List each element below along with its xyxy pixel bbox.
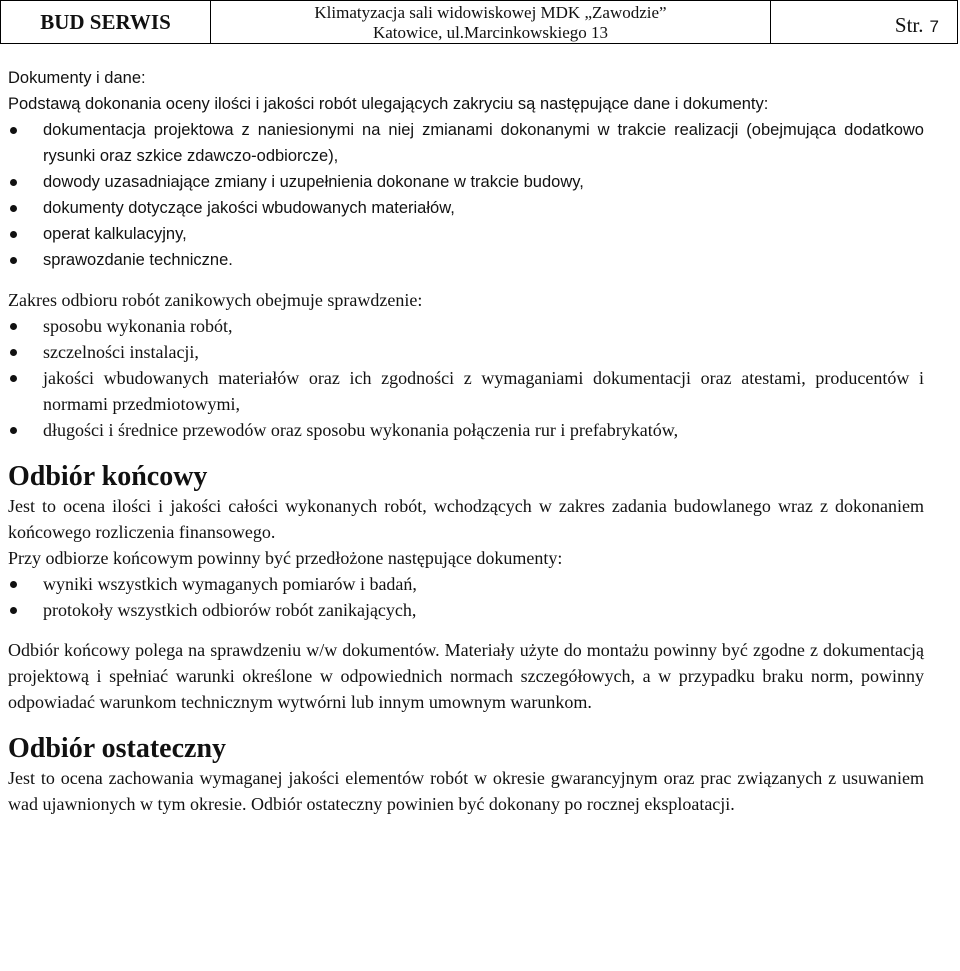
final-acceptance-para2: Przy odbiorze końcowym powinny być przedłożone następujące dokumenty: [8, 548, 563, 568]
final-acceptance-para1: Jest to ocena ilości i jakości całości wykonanych robót, wchodzących w zakres zadania budowlanego wraz z dokonaniem końcowego rozliczenia finansowego. [8, 496, 924, 542]
final-acceptance-list-item: wyniki wszystkich wymaganych pomiarów i badań, [8, 571, 924, 597]
page-indicator [771, 1, 957, 43]
scope-list-item: jakości wbudowanych materiałów oraz ich zgodności z wymaganiami dokumentacji oraz atestami, producentów i normami przedmiotowymi, [8, 365, 924, 417]
docs-list-item: dokumentacja projektowa z naniesionymi na niej zmianami dokonanymi w trakcie realizacji (obejmująca dodatkowo rysunki oraz szkice zdawczo-odbiorcze), [8, 117, 924, 169]
scope-list-item: długości i średnice przewodów oraz sposobu wykonania połączenia rur i prefabrykatów, [8, 417, 924, 443]
final-acceptance-list [8, 571, 924, 623]
docs-intro: Podstawą dokonania oceny ilości i jakości robót ulegających zakryciu są następujące dane i dokumenty: [8, 95, 769, 113]
project-title-line1: Klimatyzacja sali widowiskowej MDK „Zawodzie” [314, 3, 667, 22]
scope-list-item: szczelności instalacji, [8, 339, 924, 365]
scope-heading: Zakres odbioru robót zanikowych obejmuje sprawdzenie: [8, 290, 423, 310]
page-header [0, 0, 958, 44]
docs-list-item: sprawozdanie techniczne. [8, 247, 924, 273]
docs-list-item: dokumenty dotyczące jakości wbudowanych materiałów, [8, 195, 924, 221]
company-name: BUD SERWIS [1, 1, 211, 43]
page-number: 7 [929, 17, 939, 36]
docs-list-item: dowody uzasadniające zmiany i uzupełnienia dokonane w trakcie budowy, [8, 169, 924, 195]
project-title [211, 1, 771, 43]
scope-list [8, 313, 924, 443]
project-title-line2: Katowice, ul.Marcinkowskiego 13 [372, 23, 609, 42]
final-acceptance-list-item: protokoły wszystkich odbiorów robót zanikających, [8, 597, 924, 623]
ultimate-acceptance-heading: Odbiór ostateczny [8, 733, 227, 764]
final-acceptance-heading: Odbiór końcowy [8, 461, 208, 492]
docs-list [8, 117, 924, 273]
document-body [8, 65, 924, 817]
docs-heading: Dokumenty i dane: [8, 69, 146, 87]
scope-list-item: sposobu wykonania robót, [8, 313, 924, 339]
final-acceptance-para3: Odbiór końcowy polega na sprawdzeniu w/w dokumentów. Materiały użyte do montażu powinny być zgodne z dokumentacją projektową i spełniać warunki określone w odpowiednich normach szczegółowych, a w przypadku braku norm, powinny odpowiadać warunkom technicznym wytwórni lub innym umownym warunkom. [8, 640, 924, 712]
docs-list-item: operat kalkulacyjny, [8, 221, 924, 247]
page-label: Str. [894, 13, 924, 37]
ultimate-acceptance-para1: Jest to ocena zachowania wymaganej jakości elementów robót w okresie gwarancyjnym oraz prac związanych z usuwaniem wad ujawnionych w tym okresie. Odbiór ostateczny powinien być dokonany po rocznej eksploatacji. [8, 768, 924, 814]
